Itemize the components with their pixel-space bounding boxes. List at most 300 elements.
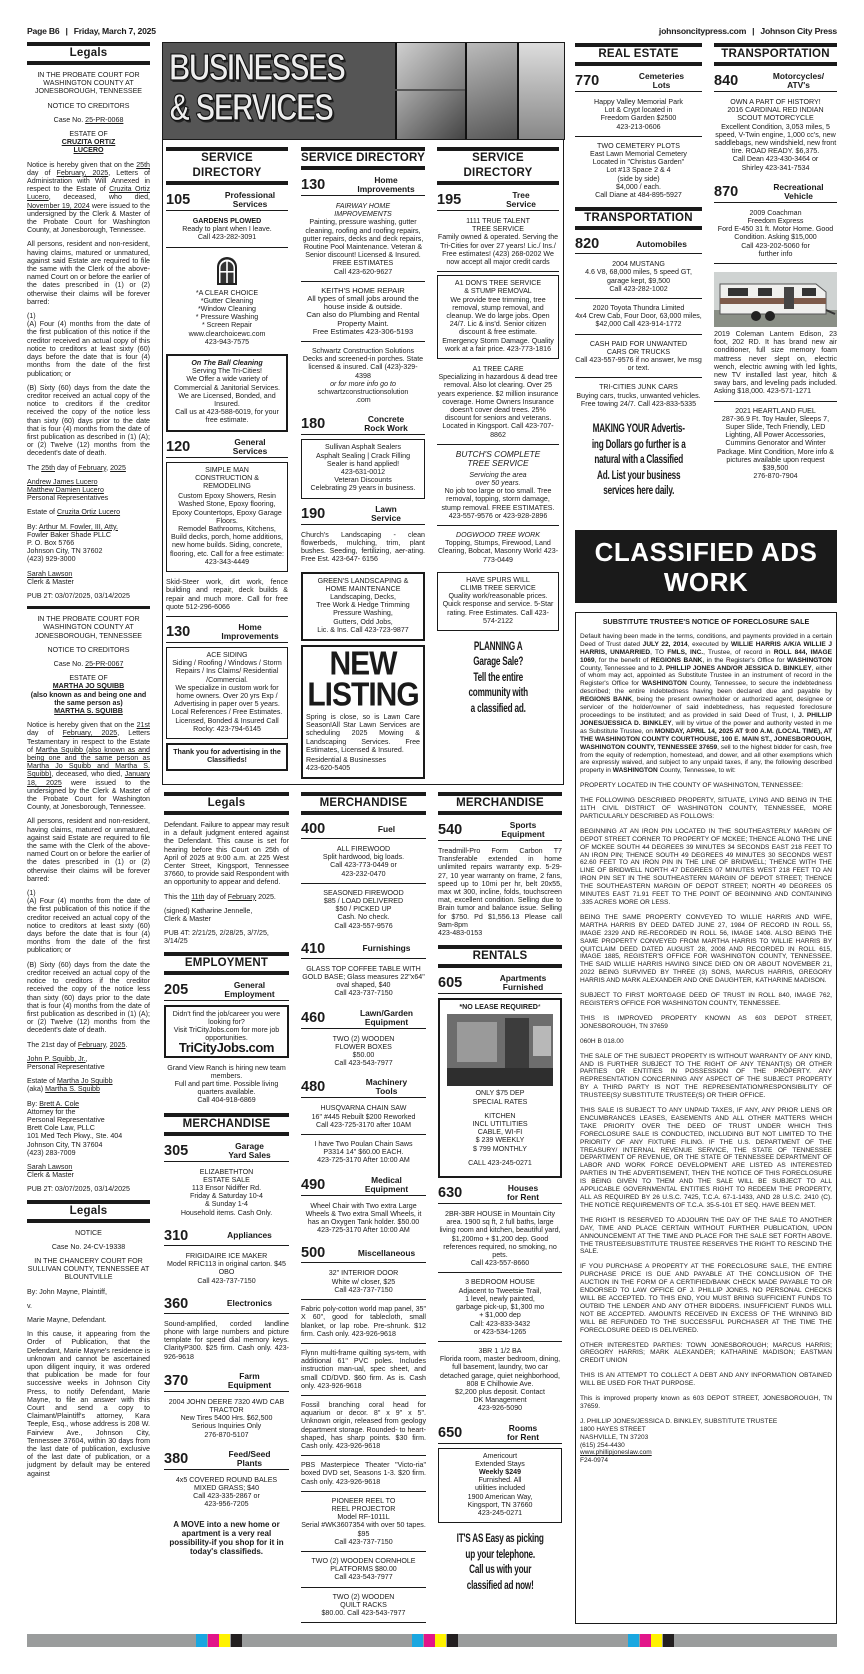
category-name: Lawn Service (371, 503, 401, 523)
ad-text: On The Ball Cleaning Serving The Tri-Cities! We Offer a wide variety of Commercial & Janitorial Services. We are Licensed, Bonded, and Insured. Call us at 423-588-6019, for your free estimate. (173, 359, 281, 425)
legal-paragraph: ESTATE OF CRUZITA ORTIZ LUCERO (61, 130, 116, 155)
ad-text: Treadmill-Pro Form Carbon T7 Transferable extended in home unlimited repairs warranty exp. 5-29-27, 10 year warranty on frame, 2 fans, speed up to 10mi per hr, belt 20x55, max wt 300, incline, folds, touchscreen mat, excellent condition. Selling due to Brain tumor and balance issue. Selling for $750. Pd $1,556.13 Please call 9am-8pm 423-483-0153 (438, 847, 562, 938)
ad-text: ELIZABETHTON ESTATE SALE 113 Ensor Nidiffer Rd. Friday & Saturday 10-4 & Sunday 1-4 Household items. Cash Only. (180, 1167, 273, 1217)
category-name: Furnishings (362, 943, 411, 954)
legal-paragraph: IN THE PROBATE COURT FOR WASHINGTON COUNTY AT JONESBOROUGH, TENNESSEE (34, 615, 143, 640)
rv-photo (714, 272, 837, 327)
ad-text: SIMPLE MAN CONSTRUCTION & REMODELING (195, 465, 259, 491)
classified-ad[interactable] (301, 645, 425, 779)
service-directory-column-2 (301, 147, 425, 783)
category-number: 105 (166, 192, 191, 208)
color-swatch-cyan (412, 1634, 423, 1647)
classified-ad[interactable] (438, 1345, 562, 1418)
category-name: Electronics (226, 1298, 273, 1309)
category-name: Professional Services (224, 190, 276, 209)
ad-text: Thank you for advertising in the Classifieds! (173, 747, 281, 765)
ad-text: 1111 TRUE TALENT TREE SERVICE Family owned & operated. Serving the Tri-Cities for over 27 years! Lic./ Ins./ Free estimates! (423) 268-0202 We now accept all major credit cards (437, 217, 559, 267)
category-header (164, 1296, 289, 1314)
ad-text: 2009 Coachman Freedom Express Ford E-450 31 ft. Motor Home. Good Condition. Asking $15,000 Call 423-202-5060 for further info (717, 208, 834, 258)
classified-ad[interactable] (575, 381, 702, 413)
color-swatch-black (663, 1634, 674, 1647)
category-header (575, 72, 702, 92)
category-header (301, 1245, 426, 1263)
new-listing-headline: NEW LISTING (307, 645, 419, 713)
category-header (575, 236, 702, 254)
color-swatch-black (447, 1634, 458, 1647)
classified-ad[interactable] (575, 338, 702, 379)
classified-ad[interactable] (437, 215, 559, 272)
classified-ad[interactable] (714, 207, 837, 264)
businesses-services-banner (162, 42, 565, 140)
category-header (166, 191, 288, 211)
section-header-transportation: TRANSPORTATION (575, 207, 702, 230)
section-header-legals: Legals (164, 792, 289, 815)
ad-text: Residential & Businesses 423-620-5405 (306, 755, 387, 773)
foreclosure-paragraph: Default having been made in the terms, conditions, and payments provided in a certain Deed of Trust dated JULY 22, 2014, executed by WILLIE HARRIS A/K/A WILLIE J HARRIS, UNMARRIED, TO FMLS, INC., Trustee, of record in ROLL 844, IMAGE 1069, for the benefit of REGIONS BANK, in the Register's Office for WASHINGTON County, Tennessee and to J. PHILLIP JONES AND/OR JESSICA D. BINKLEY, either of whom may act, appointed as Substitute Trustee in an instrument of record in the Register's Office for WASHINGTON County, Tennessee, to secure the indebtedness described; the entire indebtedness having been declared due and payable by REGIONS BANK, being the present owner/holder or authorized agent, designee or servicer of the holder/owner of said indebtedness, has requested foreclosure proceedings to be instituted; and as provided in said Deed of Trust, I, J. PHILLIP JONES/JESSICA D. BINKLEY, will by virtue of the power and authority vested in me as Substitute Trustee, on MONDAY, APRIL 14, 2025 AT 9:00 A.M. (LOCAL TIME), AT THE WASHINGTON COUNTY COURTHOUSE, 100 E. MAIN ST., JONESBOROUGH, WASHINGTON COUNTY, TENNESSEE 37659, sell to the highest bidder for cash, free from the equity of redemption, homestead, and dower, and all other exemptions which are expressly waived, and subject to any unpaid taxes, if any, the following described property in WASHINGTON County, Tennessee, to wit: (580, 632, 833, 775)
section-header-service-directory: SERVICE DIRECTORY (437, 147, 559, 185)
category-name: Fuel (377, 823, 396, 834)
promo-block (438, 1531, 562, 1593)
legal-paragraph: Estate of Cruzita Ortiz Lucero (27, 508, 121, 517)
foreclosure-notice (575, 612, 837, 1624)
legal-paragraph: IN THE CHANCERY COURT FOR SULLIVAN COUNTY, TENNESSEE AT BLOUNTVILLE (27, 1256, 150, 1282)
legal-paragraph: ESTATE OF MARTHA JO SQUIBB (also known as and being one and the same person as) MARTHA S. SQUIBB (30, 674, 147, 715)
classified-ad[interactable] (438, 1208, 562, 1273)
foreclosure-paragraph: IF YOU PURCHASE A PROPERTY AT THE FORECLOSURE SALE, THE ENTIRE PURCHASE PRICE IS DUE AND PAYABLE AT THE CONCLUSION OF THE AUCTION IN THE FORM OF A CERTIFIED/BANK CHECK MADE PAYABLE TO OR ENDORSED TO LAW OFFICE OF J. PHILLIP JONES. NO PERSONAL CHECKS WILL BE ACCEPTED. TO THIS END, YOU MUST BRING SUFFICIENT FUNDS TO OUTBID THE LENDER AND ANY OTHER BIDDERS. INSUFFICIENT FUNDS WILL NOT BE ACCEPTED. AMOUNTS RECEIVED IN EXCESS OF THE WINNING BID WILL BE REFUNDED TO THE SUCCESSFUL PURCHASER AT THE TIME THE FORECLOSURE DEED IS DELIVERED. (580, 1263, 832, 1334)
ad-text: HAVE SPURS WILL CLIMB TREE SERVICE Quality work/reasonable prices. Quick response and service. 5-Star rating. Free Estimates. Call 423-574-2122 (442, 575, 554, 625)
ad-text: Happy Valley Memorial Park Lot & Crypt located in Freedom Garden $2500 423-213-0606 (594, 98, 683, 131)
category-header (166, 438, 288, 458)
category-name: Feed/Seed Plants (228, 1448, 271, 1468)
legal-paragraph: v. (27, 1301, 32, 1310)
category-name: Sports Equipment (501, 820, 545, 839)
legal-paragraph: All persons, resident and non-resident, having claims, matured or unmatured, against said Estate are required to file the same with the Clerk of the above-named Court on or before the earlier of the dates prescribed in (1) or (2) otherwise their claims will be forever barred: (27, 817, 150, 883)
legal-paragraph: John P. Squibb, Jr., Personal Representative (27, 1054, 105, 1071)
category-name: Cemeteries Lots (638, 71, 685, 90)
classified-ad[interactable] (301, 1303, 426, 1344)
ad-text: 2004 MUSTANG 4.6 V8, 68,000 miles, 5 speed GT, garage kept, $9,500 Call 423-282-1002 (585, 260, 692, 293)
ad-text: PIONEER REEL TO REEL PROJECTOR Model RF-1011L Serial #WK3607354 with over 50 tapes. $95 Call 423-737-7150 (301, 1496, 426, 1546)
classified-ad[interactable] (301, 1138, 426, 1170)
legal-paragraph: Sarah Lawson Clerk & Master (27, 1162, 74, 1180)
legal-paragraph: PUB 2T: 03/07/2025, 03/14/2025 (27, 591, 130, 600)
classified-ad[interactable] (437, 529, 559, 569)
category-header (301, 1009, 426, 1029)
classified-ad[interactable] (437, 363, 559, 445)
category-number: 500 (301, 1245, 326, 1262)
classified-ad[interactable] (301, 529, 425, 569)
classified-ad[interactable] (575, 302, 702, 335)
legal-paragraph: NOTICE TO CREDITORS (47, 101, 130, 110)
color-swatch-black (231, 1634, 242, 1647)
ad-text: Church's Landscaping - clean flowerbeds, mulching, trim, plant bushes. Seeding, fertilizing, aer-ating. Free Est. 423-647- 6156 (301, 530, 425, 564)
service-directory-column-1 (166, 147, 288, 775)
color-swatch-yellow (651, 1634, 662, 1647)
category-header (301, 505, 425, 525)
category-number: 605 (438, 975, 463, 992)
classified-ad[interactable] (166, 576, 288, 617)
foreclosure-paragraph: 060H B 018.00 (580, 1037, 624, 1045)
caw-line1: CLASSIFIED ADS (594, 536, 818, 567)
classified-ad[interactable] (714, 405, 837, 486)
ad-text: Americourt Extended Stays Weekly $249 Furnished. All utilities included 1900 American Way, Kingsport, TN 37660 423-245-0271 (467, 1451, 533, 1517)
category-name: Home Improvements (221, 621, 279, 641)
ad-text: FRIGIDAIRE ICE MAKER Model RFIC113 in original carton. $45 OBO Call 423-737-7150 (167, 1251, 286, 1285)
promo-text: PLANNING A Garage Sale? Tell the entire community with a classified ad. (468, 638, 528, 715)
classified-ad[interactable] (575, 96, 702, 137)
category-number: 480 (301, 1079, 326, 1096)
classified-ad[interactable] (714, 267, 837, 402)
classified-ad[interactable] (164, 1166, 289, 1222)
foreclosure-paragraph: BEING THE SAME PROPERTY CONVEYED TO WILLIE HARRIS AND WIFE, MARTHA HARRIS BY DEED DATED JUNE 27, 1984 OF RECORD IN ROLL 55, IMAGE 2329 AND RE-RECORDED IN ROLL 56, IMAGE 1408. ALSO BEING THE SAME PROPERTY CONVEYED FROM MARTHA HARRIS TO WILLIE HARRIS BY QUITCLAIM DEED DATED AUGUST 28, 2008 AND RECORDED IN ROLL 615, IMAGE 1885, REGISTER'S OFFICE FOR WASHINGTON COUNTY, TENNESSEE. THE SAID WILLIE HARRIS HAVING SINCE DIED ON OR ABOUT NOVEMBER 21, 2022 BEING SURVIVED BY THREE (3) SONS, MARCUS HARRIS, GREGORY HARRIS AND MARK ALEXANDER AND ONE DAUGHTER, KATHARINE MADISON. (580, 913, 832, 985)
classified-ad[interactable] (301, 887, 426, 935)
ad-text: PBS Masterpiece Theater "Victo-ria" boxed DVD set, Seasons 1-3. $20 firm. Cash only. 423-926-9618 (301, 1461, 426, 1486)
category-number: 360 (164, 1295, 189, 1312)
ad-text: FAIRWAY HOME IMPROVEMENTS Painting, pressure washing, gutter cleaning, roofing and roofing repairs, gutter repairs, decks and deck repairs, Routine Pool Maintenance. Veteran & Senior discount! Licensed & Insured. FREE ESTIMATES Call 423-620-9627 (302, 202, 424, 276)
color-swatch-magenta (640, 1634, 651, 1647)
category-number: 540 (438, 822, 463, 838)
legal-paragraph: This the 11th day of February 2025. (164, 892, 276, 901)
section-header-merchandise: MERCHANDISE (301, 792, 426, 815)
ad-text: Schwartz Construction Solutions Decks and screened-in porches. State licensed & insured. Call (423)-329-4398 or for more info go to schwartzconstructionsolution .com (302, 347, 424, 405)
ad-text: ALL FIREWOOD Split hardwood, big loads. Call 423-773-0449 or 423-232-0470 (322, 845, 405, 878)
classified-ad[interactable] (301, 572, 425, 641)
foreclosure-paragraph: SUBJECT TO FIRST MORTGAGE DEED OF TRUST IN ROLL 840, IMAGE 762, REGISTER'S OFFICE FOR WASHINGTON COUNTY, TENNESSEE. (580, 992, 832, 1007)
category-number: 840 (714, 73, 739, 89)
category-header (438, 1184, 562, 1204)
paper-name: Johnson City Press (760, 26, 837, 36)
legal-paragraph: Notice is hereby given that on the 25th day of February, 2025, Letters of Administration with Will Annexed in respect to the Estate of Cruzita Ortiz Lucero, deceased, who died, November 19, 2024 were issued to the undersigned by the Clerk & Master of the Probate Court for Washington County, at Jonesborough, Tennessee. (27, 160, 151, 235)
legal-paragraph: (B) Sixty (60) days from the date the creditor received an actual copy of the notice to creditors if the creditor received the copy of the notice less than sixty (60) days prior to the date that is four (4) months from the date of first publication as described in (1) (A); or (2) Twelve (12) months from the decedent's date of death. (27, 383, 150, 458)
classified-ad[interactable] (301, 963, 426, 1003)
legal-paragraph: NOTICE TO CREDITORS (47, 645, 130, 654)
category-header (164, 981, 289, 1001)
apartment-photo (443, 1014, 557, 1086)
foreclosure-paragraph: THIS IS AN ATTEMPT TO COLLECT A DEBT AND ANY INFORMATION OBTAINED WILL BE USED FOR THAT PURPOSE. (580, 1372, 832, 1388)
ad-text: A1 TREE CARE Specializing in hazardous & dead tree removal. Also lot clearing. Over 25 years experience. $2 million insurance coverage. Home Owners Insurance doesn't cover dead trees. 25% discount for seniors and veterans. Located in Kingsport. Call 423-707-8862 (437, 365, 559, 439)
classified-ad[interactable] (301, 439, 425, 498)
ad-text: A1 DON'S TREE SERVICE & STUMP REMOVAL We provide tree trimming, tree removal, stump removal, and cleanup. We do large jobs. Open 24/7. Lic & ins'd. Senior citizen discount & free estimate. Emergency Storm Damage. Quality work at a fair price. 423-773-1816 (442, 279, 554, 353)
foreclosure-paragraph: OTHER INTERESTED PARTIES: TOWN JONESBOROUGH; MARCUS HARRIS; GREGORY HARRIS; MARK ALEXANDER; KATHARINE MADISON; EASTMAN CREDIT UNION (580, 1341, 832, 1365)
ad-text: 2004 JOHN DEERE 7320 4WD CAB TRACTOR New Tires 5400 Hrs. $62,500 Serious Inquiries Only 276-870-5107 (168, 1397, 285, 1439)
classified-ad[interactable] (438, 845, 562, 942)
color-swatch-cyan (628, 1634, 639, 1647)
classified-ad[interactable] (301, 843, 426, 884)
ad-text: Fossil branching coral head for aquarium or decor. 8" x 9" x 5". Unknown origin, released from geology department storage. Rounded- to heart-shaped, has sharp points. $30 firm. Cash only. 423-926-9618 (301, 1400, 427, 1450)
ad-text: Custom Epoxy Showers, Resin Washed Stone, Epoxy flooring, Epoxy Countertops, Epoxy Garage Floors. Remodel Bathrooms, Kitchens, Build decks, porch, home additions, new home builds. Siding, concrete, flooring, etc. Call for a free estimate: 423-343-4449 (170, 492, 284, 566)
classified-ad[interactable] (301, 345, 425, 409)
legal-paragraph: IN THE PROBATE COURT FOR WASHINGTON COUNTY AT JONESBOROUGH, TENNESSEE (34, 71, 143, 96)
ad-text: TRI-CITIES JUNK CARS Buying cars, trucks, unwanted vehicles. Free towing 24/7. Call 423-833-5335 (576, 383, 701, 408)
category-number: 770 (575, 73, 600, 89)
banner-photo-plumbing (465, 43, 517, 139)
legal-paragraph: Case No. 24-CV-19338 (51, 1242, 126, 1251)
ad-text: DOGWOOD TREE WORK Topping, Stumps, Firewood, Land Clearing, Bobcat, Masonry Work! 423-773-0449 (437, 530, 559, 564)
category-header (438, 821, 562, 841)
category-header (438, 974, 562, 994)
category-number: 410 (301, 940, 326, 957)
color-swatch-yellow (219, 1634, 230, 1647)
classified-ad[interactable] (301, 1102, 426, 1135)
legal-paragraph: Notice is hereby given that on the 21st day of February, 2025, Letters Testamentary in respect to the Estate of Martha Squibb (also known as and being one and the same person as Martha Jo Squibb and Martha S. Squibb), deceased, who died, January 18, 2025 were issued to the undersigned by the Clerk & Master of the Probate Court for Washington County, at Jonesborough, Tennessee. (27, 721, 151, 812)
ad-text: SEASONED FIREWOOD $85 / LOAD DELIVERED $50 / PICKED UP Cash. No check. Call 423-557-9576 (323, 888, 404, 930)
category-name: General Services (232, 436, 268, 456)
legal-paragraph: Andrew James Lucero Matthew Damien Lucero Personal Representatives (27, 477, 109, 503)
ad-text: TWO (2) WOODEN QUILT RACKS $80.00. Call 423-543-7977 (321, 1592, 406, 1617)
ad-text: TWO (2) WOODEN CORNHOLE PLATFORMS $80.00 Call 423-543-7977 (311, 1556, 416, 1582)
foreclosure-paragraph: THE RIGHT IS RESERVED TO ADJOURN THE DAY OF THE SALE TO ANOTHER DAY, TIME AND PLACE CERTAIN WITHOUT FURTHER PUBLICATION, UPON ANNOUNCEMENT AT THE TIME AND PLACE FOR THE SALE SET FORTH ABOVE. THE TRUSTEE/SUBSTITUTE TRUSTEE RESERVES THE RIGHT TO RESCIND THE SALE. (580, 1216, 832, 1256)
classified-ad[interactable] (438, 1448, 562, 1524)
banner-title-line1: BUSINESSES (169, 47, 345, 89)
promo-text: A MOVE into a new home or apartment is a very real possibility-if you shop for it in today's classifieds. (169, 1519, 284, 1557)
legal-paragraph: Case No. 25-PR-0068 (53, 115, 124, 124)
ad-text: Servicing the area over 50 years. No job too large or too small. Tree removal, topping, storm damage, stump removal. FREE ESTIMATES. 423-557-9576 or 423-928-2896 (441, 470, 555, 520)
ad-text: Skid-Steer work, dirt work, fence building and repair, deck builds & repair and much more. Call for free quote 512-296-6066 (166, 578, 288, 611)
legal-paragraph: PUB 2T: 03/07/2025, 03/14/2025 (27, 1185, 130, 1194)
section-divider (27, 606, 150, 609)
ad-text: 4x5 COVERED ROUND BALES MIXED GRASS; $40 Call 423-335-2867 or 423-956-7205 (175, 1475, 278, 1509)
legal-paragraph: (1) (A) Four (4) months from the date of the first publication of this notice if the creditor received an actual copy of this notice to creditors at least sixty (60) days before the date that is four (4) months from the date of the first publication; or (27, 312, 150, 378)
classified-ad[interactable] (164, 1005, 289, 1058)
category-number: 205 (164, 981, 189, 998)
foreclosure-paragraph: PROPERTY LOCATED IN THE COUNTY OF WASHINGTON, TENNESSEE: (580, 782, 803, 790)
ad-text: Sound-amplified, corded landline phone with large numbers and picture template for speed dial memory keys. ClarityP300. $25 firm. Cash only. 423-926-9618 (164, 1319, 289, 1361)
legal-paragraph: Defendant. Failure to appear may result in a default judgment entered against the Defendant. This cause is set for hearing before this Court on 25th of April of 2025 at 9:00 a.m. at 225 West Center Street, Kingsport, Tennessee 37660, to provide said Respondent with an opportunity to appear and defend. (164, 821, 289, 887)
foreclosure-paragraph: THIS IS IMPROVED PROPERTY KNOWN AS 603 DEPOT STREET, JONESBOROUGH, TN 37659 (580, 1014, 832, 1030)
classified-ad[interactable] (164, 1062, 289, 1110)
tricityjobs-logo: TriCityJobs.com (178, 1040, 275, 1056)
classified-ads-work-banner (575, 530, 837, 603)
section-header-legals: Legals (27, 42, 150, 65)
ad-text: 2BR-3BR HOUSE in Mountain City area. 1900 sq ft, 2 full baths, large living room and kitchen, beautiful yard, $1,200mo + $1,200 dep. Good references required, no smoking, no pets. Call 423-557-8660 (439, 1210, 561, 1268)
classified-ad[interactable] (301, 1200, 426, 1240)
ad-text: 2020 Toyota Thundra Limited 4x4 Crew Cab, Four Door, 63,000 miles, $42,000 Call 423-914-1772 (575, 304, 702, 329)
ad-text: GLASS TOP COFFEE TABLE WITH GOLD BASE; Glass measures 22"x64" oval shaped, $40 Call 423-737-7150 (302, 964, 425, 998)
classified-ad[interactable] (714, 96, 837, 177)
category-name: Medical Equipment (364, 1174, 409, 1194)
legals-employment-merchandise-column (164, 792, 289, 1562)
classified-ad[interactable] (301, 1459, 426, 1492)
ad-text: Fabric poly-cotton world map panel, 35" X 60", good for tablecloth, small blanket, or lap robe. Pre-shrunk. $12 firm. Cash only. 423-926-9618 (301, 1305, 426, 1338)
legal-paragraph: Estate of Martha Jo Squibb (aka) Martha S. Squibb (27, 1077, 113, 1094)
category-number: 120 (166, 438, 191, 455)
category-name: Houses for Rent (506, 1183, 540, 1203)
ad-text: Wheel Chair with Two extra Large Wheels & Two extra Small Wheels, it has an Oxygen Tank holder. $50.00 423-725-3170 After 10:00 AM (305, 1201, 422, 1235)
category-header (166, 623, 288, 643)
color-swatch-cyan (196, 1634, 207, 1647)
category-name: Motorcycles/ ATV's (772, 71, 825, 90)
category-header (164, 1142, 289, 1162)
banner-photo-tiles (395, 43, 465, 89)
legal-paragraph: The 21st day of February, 2025. (27, 1040, 128, 1049)
foreclosure-paragraph: THE SALE OF THE SUBJECT PROPERTY IS WITHOUT WARRANTY OF ANY KIND, AND IS FURTHER SUBJECT TO THE RIGHT OF ANY TENANT(S) OR OTHER PARTIES OR ENTITIES IN POSSESSION OF THE PROPERTY. ANY REPRESENTATION CONCERNING ANY ASPECT OF THE SUBJECT PROPERTY BY A THIRD PARTY IS NOT THE REPRESENTATION/RESPONSIBILITY OF TRUSTEE(S)/ SUBSTITUTE TRUSTEE(S) OR THEIR OFFICE. (580, 1052, 832, 1100)
category-name: Tree Service (506, 190, 536, 209)
classified-ad[interactable] (301, 1033, 426, 1073)
ad-text: Flynn multi-frame quilting sys-tem, with additional 61" PVC poles. Includes instruction man-ual, spec sheet, and small CD/DVD. $60 firm. As is. Cash only. 423-926-9618 (301, 1348, 426, 1390)
classified-ad[interactable] (164, 1318, 289, 1366)
legal-paragraph: The 25th day of February, 2025 (27, 463, 126, 472)
category-number: 490 (301, 1176, 326, 1193)
category-name: Lawn/Garden Equipment (359, 1007, 414, 1027)
foreclosure-paragraph: This is improved property known as 603 DEPOT STREET, JONESBOROUGH, TN 37659. (580, 1395, 832, 1410)
website-link[interactable]: johnsoncitypress.com (658, 26, 747, 36)
category-header (714, 72, 837, 92)
ad-text: Sullivan Asphalt Sealers Asphalt Sealing | Crack Filling Sealer is hand applied! 423-631-0012 Veteran Discounts Celebrating 29 years in business. (310, 443, 416, 493)
ad-text: 3 BEDROOM HOUSE Adjacent to Tweetsie Trail, 1 level, newly painted, garbage pick-up, $1,300 mo + $1,000 dep Call: 423-833-3432 or 423-534-1265 (455, 1278, 545, 1336)
category-header (301, 415, 425, 435)
foreclosure-paragraph: THIS SALE IS SUBJECT TO ANY UNPAID TAXES, IF ANY, ANY PRIOR LIENS OR ENCUMBRANCES LEASES, EASEMENTS AND ALL OTHER MATTERS WHICH TAKE PRIORITY OVER THE DEED OF TRUST UNDER WHICH THIS FORECLOSURE SALE IS CONDUCTED, INCLUDING BUT NOT LIMITED TO THE PRIORITY OF ANY FIXTURE FILING. IF THE U.S. DEPARTMENT OF THE TREASURY/ INTERNAL REVENUE SERVICE, THE STATE OF TENNESSEE DEPARTMENT OF REVENUE, OR THE STATE OF TENNESSEE DEPARTMENT OF LABOR AND WORK FORCE DEVELOPMENT ARE LISTED AS INTERESTED PARTIES IN THE ADVERTISEMENT, THEN THE NOTICE OF THIS FORECLOSURE IS BEING GIVEN TO THEM AND THE SALE WILL BE SUBJECT TO ALL APPLICABLE GOVERNMENTAL ENTITIES RIGHT TO REDEEM THE PROPERTY, ALL AS REQUIRED BY 26 U.S.C. 7425, T.C.A. 67-1-1433, AND 28 U.S.C. 2410 (C). THE NOTICE REQUIREMENTS OF T.C.A. 35-5-101 ET SEQ. HAVE BEEN MET. (580, 1107, 832, 1209)
category-header (714, 183, 837, 203)
legal-paragraph: (B) Sixty (60) days from the date the creditor received an actual copy of the notice to creditors if the creditor received the copy of the notice less than sixty (60) days prior to the date that is four (4) months from the date of first publication as described in (1) (A); or (2) Twelve (12) months from the decedent's date of death. (27, 960, 150, 1035)
category-number: 870 (714, 183, 739, 200)
legal-paragraph: PUB 4T: 2/21/25, 2/28/25, 3/7/25, 3/14/25 (164, 929, 269, 946)
category-name: Machinery Tools (365, 1077, 408, 1097)
ad-text: *NO LEASE REQUIRED* (459, 1003, 541, 1012)
window-icon (166, 256, 288, 286)
category-header (301, 941, 426, 959)
classified-ad[interactable] (301, 1399, 426, 1456)
category-name: Automobiles (636, 238, 687, 249)
category-number: 380 (164, 1450, 189, 1467)
classified-ad[interactable] (437, 275, 559, 359)
section-header-legals: Legals (27, 1200, 150, 1223)
category-name: Concrete Rock Work (364, 414, 408, 434)
classified-ad[interactable] (301, 1591, 426, 1624)
category-number: 370 (164, 1372, 189, 1389)
section-header-service-directory: SERVICE DIRECTORY (301, 147, 425, 170)
category-number: 130 (166, 623, 191, 640)
category-name: Appliances (227, 1230, 272, 1241)
classified-ad[interactable] (166, 251, 288, 351)
ad-text: KITCHEN INCL UTITLITIES CABLE, WI-FI $ 239 WEEKLY $ 799 MONTHLY (472, 1111, 528, 1153)
category-number: 190 (301, 505, 326, 522)
category-header (301, 176, 425, 196)
foreclosure-paragraph: BEGINNING AT AN IRON PIN LOCATED IN THE SOUTHEASTERLY MARGIN OF DEPOT STREET CORNER TO PROPERTY OF MCKEE; THENCE ALONG THE LINE OF MCKEE SOUTH 44 DEGREES 39 MINUTES 34 SECONDS EAST 218 FEET TO AN IRON PIN; THENCE SOUTH 49 DEGREES 49 MINUTES 30 SECONDS WEST 62.60 FEET TO AN IRON PIN IN THE LINE OF BRIDWELL; THENCE WITH THE LINE OF BRIDWELL NORTH 47 DEGREES 07 MINUTES WEST 218 FEET TO AN IRON PIN SET IN THE SOUTHEASTERN MARGIN OF DEPOT STREET; THENCE THE SOUTHEASTERN MARGIN OF DEPOT STREET; NORTH 49 DEGREES 05 MINUTES EAST 71.91 FEET TO THE POINT OF BEGINNING AND CONTAINING .335 ACRES MORE OR LESS. (580, 827, 832, 906)
section-header-merchandise: MERCHANDISE (164, 1113, 289, 1136)
page-header-right: johnsoncitypress.com | Johnson City Press (658, 26, 837, 36)
issue-date: Friday, March 7, 2025 (73, 26, 156, 36)
classified-ad[interactable] (164, 1396, 289, 1444)
legal-paragraph: In this cause, it appearing from the Order of Publication, that the Defendant, Marie Mayne's residence is unknown and cannot be ascertained upon diligent inquiry, it was ordered that publication be made for four successive weeks in Johnson City Press, to notify Defendant, Marie Mayne, to file an answer with this Court and send a copy to Claimant/Plaintiff's attorney, Kara Teeple, Esq., whose address is 208 W. Fairview Ave., Johnson City, Tennessee 37604, within 30 days from the last date of publication, exclusive of the last date of publication, or a judgment by default may be entered against (27, 1330, 150, 1478)
legal-paragraph: (signed) Katharine Jennelle, Clerk & Master (164, 906, 253, 924)
category-name: General Employment (224, 979, 275, 999)
page-header-left: Page B6 | Friday, March 7, 2025 (27, 26, 156, 36)
page-number: Page B6 (27, 26, 60, 36)
classified-ad[interactable] (166, 215, 288, 248)
classified-ad[interactable] (437, 572, 559, 631)
category-number: 630 (438, 1185, 463, 1202)
foreclosure-paragraph: THE FOLLOWING DESCRIBED PROPERTY, SITUATE, LYING AND BEING IN THE 11TH CIVIL DISTRICT OF WASHINGTON COUNTY, TENNESSEE, MORE PARTICULARLY DESCRIBED AS FOLLOWS: (580, 797, 832, 820)
classified-ad[interactable] (166, 354, 288, 432)
ad-text: Didn't find the job/career you were looking for? Visit TriCityJobs.com for more job opportunities. (172, 1009, 281, 1043)
color-swatch-magenta (424, 1634, 435, 1647)
section-header-transportation: TRANSPORTATION (714, 43, 837, 66)
classified-ad[interactable] (164, 1250, 289, 1290)
ad-text: *A CLEAR CHOICE *Gutter Cleaning *Window Cleaning * Pressure Washing * Screen Repair www.clearchoicewc.com 423-943-7575 (188, 288, 266, 346)
category-number: 460 (301, 1009, 326, 1026)
ad-text: TWO CEMETERY PLOTS East Lawn Memorial Cemetery Located in "Christus Garden" Lot #13 Space 2 & 4 (side by side) $4,000 / each. Call Diane at 484-895-5927 (590, 141, 687, 200)
category-number: 400 (301, 821, 326, 837)
ad-text: KEITH'S HOME REPAIR All types of small jobs around the house inside & outside. Can also do Plumbing and Rental Property Maint. Free Estimates 423-306-5193 (306, 285, 420, 336)
ad-text: GREEN'S LANDSCAPING & HOME MAINTENANCE Landscaping, Decks, Tree Work & Hedge Trimming Pressure Washing, Gutters, Odd Jobs, Lic. & Ins. Call 423-723-9877 (316, 576, 410, 634)
service-directory-column-3 (437, 147, 559, 724)
ad-text: I have Two Poulan Chain Saws P3314 14" $60.00 EACH. 423-725-3170 After 10:00 AM (314, 1140, 413, 1165)
category-name: Farm Equipment (227, 1370, 272, 1390)
classified-ad[interactable] (301, 285, 425, 342)
legals-column (27, 42, 150, 1484)
category-number: 305 (164, 1142, 189, 1159)
category-header (164, 1372, 289, 1392)
promo-block (575, 421, 702, 499)
classified-ad[interactable] (164, 1474, 289, 1514)
category-name: Home Improvements (357, 175, 415, 194)
ad-text: Grand View Ranch is hiring new team members. Full and part time. Possible living quarters available. Call 404-918-6869 (167, 1063, 286, 1105)
ad-text: Spring is close, so is Lawn Care Season!All Star Lawn Services are scheduling 2025 Mowing & Landscaping Services. Free Estimates, Licensed & Insured. (306, 712, 420, 754)
legal-paragraph: By: Arthur M. Fowler, III, Atty. Fowler Baker Shade PLLC P. O. Box 5766 Johnson City, TN 37602 (423) 929-3000 (27, 522, 118, 564)
category-number: 310 (164, 1227, 189, 1244)
classified-ad[interactable] (301, 1347, 426, 1396)
category-number: 820 (575, 236, 600, 253)
classified-ad[interactable] (575, 140, 702, 204)
category-header (438, 1424, 562, 1444)
ad-text: 3BR 1 1/2 BA Florida room, master bedroom, dining, full basement, laundry, two car detached garage, quiet neighborhood, 808 E Chilhowie Ave. $2,200 plus deposit. Contact DK Management 423-926-5090 (439, 1346, 561, 1413)
category-number: 650 (438, 1424, 463, 1441)
category-header (437, 191, 559, 211)
ad-text: 32" INTERIOR DOOR White w/ closer, $25 Call 423-737-7150 (328, 1269, 399, 1294)
banner-photo-kitchen (517, 43, 565, 139)
section-header-service-directory: SERVICE DIRECTORY (166, 147, 288, 185)
legal-paragraph: (1) (A) Four (4) months from the date of the first publication of this notice if the creditor received an actual copy of the notice to creditors at least sixty (60) days before the date that is four (4) months from the date of the first publication; or (27, 889, 150, 955)
section-header-employment: EMPLOYMENT (164, 952, 289, 975)
classified-ad[interactable] (438, 1276, 562, 1341)
classified-ad[interactable] (437, 448, 559, 526)
category-number: 130 (301, 177, 326, 193)
category-name: Miscellaneous (357, 1247, 416, 1258)
classified-ad[interactable] (301, 1495, 426, 1552)
classified-ad[interactable] (301, 1267, 426, 1300)
category-header (164, 1450, 289, 1470)
classified-ad[interactable] (301, 1555, 426, 1588)
legal-paragraph: NOTICE (75, 1228, 102, 1237)
classified-ad[interactable] (166, 462, 288, 572)
category-number: 195 (437, 192, 462, 208)
legal-paragraph: Marie Mayne, Defendant. (27, 1315, 107, 1324)
category-header (164, 1228, 289, 1246)
promo-text: IT'S AS Easy as picking up your telephone. Call us with your classified ad now! (456, 1531, 544, 1592)
ad-text: BUTCH'S COMPLETE TREE SERVICE (455, 448, 541, 469)
foreclosure-title: SUBSTITUTE TRUSTEE'S NOTICE OF FORECLOSURE SALE (602, 617, 810, 626)
classified-ad[interactable] (301, 200, 425, 282)
promo-text: MAKING YOUR Advertis- ing Dollars go further is a natural with a Classified Ad. List your business services here daily. (591, 421, 686, 498)
classified-ad[interactable] (438, 998, 562, 1178)
section-header-real-estate: REAL ESTATE (575, 43, 702, 66)
category-name: Recreational Vehicle (773, 181, 824, 201)
ad-text: OWN A PART OF HISTORY! 2016 CARDINAL RED INDIAN SCOUT MOTORCYCLE Excellent Condition, 3,053 miles, 5 speed, V-Twin engine, 1,000 cc's, new saddlebags, new windshield, new front tire. ROAD READY. $6,375. Call Dean 423-430-3464 or Shirley 423-341-7534 (714, 98, 837, 172)
classified-ad[interactable] (166, 743, 288, 771)
classified-ad[interactable] (575, 258, 702, 299)
color-swatch-magenta (208, 1634, 219, 1647)
legal-paragraph: By: John Mayne, Plaintiff, (27, 1287, 107, 1296)
merchandise-rentals-column (438, 792, 562, 1601)
caw-line2: WORK (663, 566, 749, 597)
ad-text: ONLY $75 DEP SPECIAL RATES (472, 1089, 528, 1106)
category-header (301, 1176, 426, 1196)
ad-text: CALL 423-245-0271 (468, 1158, 532, 1167)
category-name: Apartments Furnished (499, 973, 547, 993)
classified-ad[interactable] (166, 647, 288, 739)
promo-block (437, 639, 559, 717)
ad-text: CASH PAID FOR UNWANTED CARS OR TRUCKS Call 423-557-9576 if no answer, lve msg or text. (575, 339, 702, 373)
